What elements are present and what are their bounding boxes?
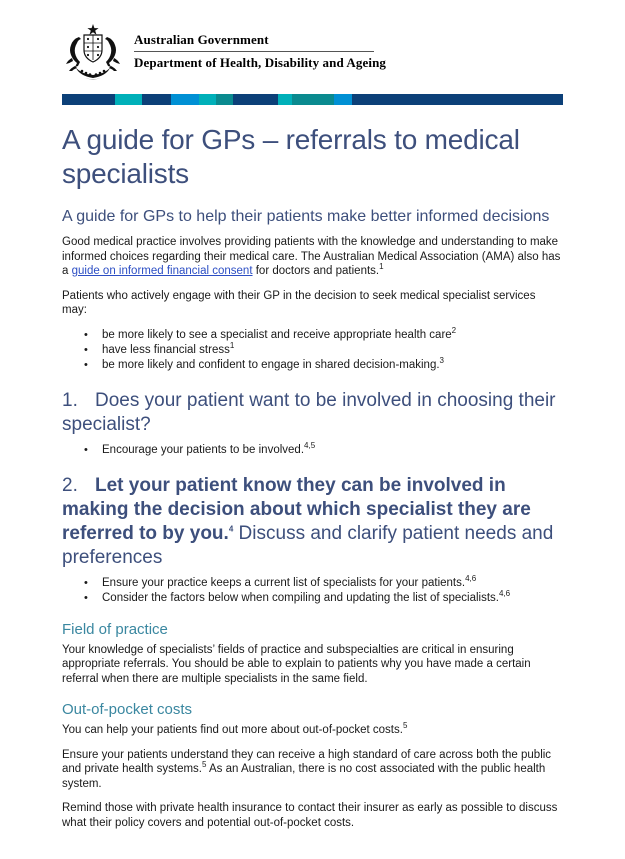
government-title: Australian Government <box>134 32 269 47</box>
colour-bar-segment-3 <box>171 94 199 105</box>
section-1-number: 1. <box>62 389 78 411</box>
document-content <box>62 105 563 830</box>
section-2-heading-regular: Discuss and clarify patient needs and preferences <box>62 522 554 568</box>
footnote-marker: 4,6 <box>465 573 477 583</box>
footnote-marker: 5 <box>402 721 408 731</box>
out-of-pocket-costs-heading: Out-of-pocket costs <box>62 701 193 718</box>
wordmark-divider <box>134 51 374 52</box>
section-2-list <box>62 573 563 606</box>
engage-lead-in-paragraph: Patients who actively engage with their GP in the decision to seek medical specialist services may: <box>62 289 536 316</box>
section-1-heading-text: Does your patient want to be involved in choosing their specialist? <box>62 389 556 435</box>
footnote-marker: 4,5 <box>304 440 316 450</box>
section-1-list <box>62 440 563 458</box>
colour-bar-segment-10 <box>352 94 563 105</box>
list-item-text: Consider the factors below when compiling and updating the list of specialists. <box>102 591 499 604</box>
colour-bar-segment-7 <box>278 94 292 105</box>
list-item <box>102 440 563 458</box>
colour-bar-segment-4 <box>199 94 216 105</box>
colour-bar-segment-5 <box>216 94 233 105</box>
paragraph-text: You can help your patients find out more about out-of-pocket costs. <box>62 724 403 736</box>
list-item <box>102 573 563 591</box>
footnote-marker: 3 <box>439 355 444 365</box>
list-item <box>102 588 563 606</box>
department-title: Department of Health, Disability and Ageing <box>134 55 387 70</box>
colour-bar-segment-9 <box>334 94 352 105</box>
colour-bar-segment-1 <box>115 94 142 105</box>
footnote-marker: 1 <box>379 262 384 272</box>
intro-text-part1: Good medical practice involves providing patients with the knowledge and understanding to make informed choices regarding their medical care. The Australian Medical Association (AMA) also has a <box>62 236 561 277</box>
section-1-heading <box>62 389 563 437</box>
list-item <box>102 340 563 358</box>
out-of-pocket-paragraph-2 <box>62 748 563 792</box>
list-item <box>102 355 563 373</box>
australian-coat-of-arms-icon <box>62 22 124 82</box>
document-header <box>0 0 625 82</box>
section-2-number: 2. <box>62 474 78 496</box>
paragraph-text-part2: As an Australian, there is no cost associated with the public health system. <box>62 763 546 790</box>
list-item-text: be more likely and confident to engage in shared decision-making. <box>102 358 440 371</box>
page-title: A guide for GPs – referrals to medical specialists <box>62 124 520 189</box>
list-item-text: Encourage your patients to be involved. <box>102 443 305 456</box>
colour-bar-segment-6 <box>233 94 278 105</box>
paragraph-text-part1: Ensure your patients understand they can receive a high standard of care across both the public and private health systems. <box>62 748 552 775</box>
list-item-text: have less financial stress <box>102 343 230 356</box>
footnote-marker: 1 <box>229 340 235 350</box>
colour-bar-segment-0 <box>62 94 115 105</box>
list-item <box>102 325 563 343</box>
section-2-heading <box>62 474 563 570</box>
section-2-heading-bold: Let your patient know they can be involved in making the decision about which specialist they are referred to by you. <box>62 474 531 544</box>
intro-paragraph <box>62 235 563 279</box>
footnote-marker: 4 <box>228 524 234 534</box>
footnote-marker: 5 <box>202 760 207 770</box>
colour-bar-segment-8 <box>292 94 334 105</box>
footnote-marker: 2 <box>451 325 457 335</box>
government-wordmark <box>134 22 386 71</box>
list-item-text: Ensure your practice keeps a current list of specialists for your patients. <box>102 576 466 589</box>
colour-bar-segment-2 <box>142 94 171 105</box>
ama-informed-financial-consent-link[interactable]: guide on informed financial consent <box>71 265 253 277</box>
out-of-pocket-paragraph-3: Remind those with private health insurance to contact their insurer as early as possible to discuss what their policy covers and potential out-of-pocket costs. <box>62 802 558 829</box>
intro-text-part2: for doctors and patients. <box>252 265 380 277</box>
engage-benefits-list <box>62 325 563 373</box>
list-item-text: be more likely to see a specialist and receive appropriate health care <box>102 328 452 341</box>
field-of-practice-heading: Field of practice <box>62 620 168 638</box>
brand-colour-bar <box>62 94 563 105</box>
footnote-marker: 4,6 <box>498 588 511 598</box>
out-of-pocket-paragraph-1 <box>62 723 563 738</box>
page-subtitle: A guide for GPs to help their patients make better informed decisions <box>62 208 550 225</box>
field-of-practice-paragraph: Your knowledge of specialists’ fields of practice and subspecialties are critical in ensuring appropriate referrals. You should be able to explain to patients why you have made a certain referral when there are multiple specialists in the same field. <box>62 643 531 685</box>
